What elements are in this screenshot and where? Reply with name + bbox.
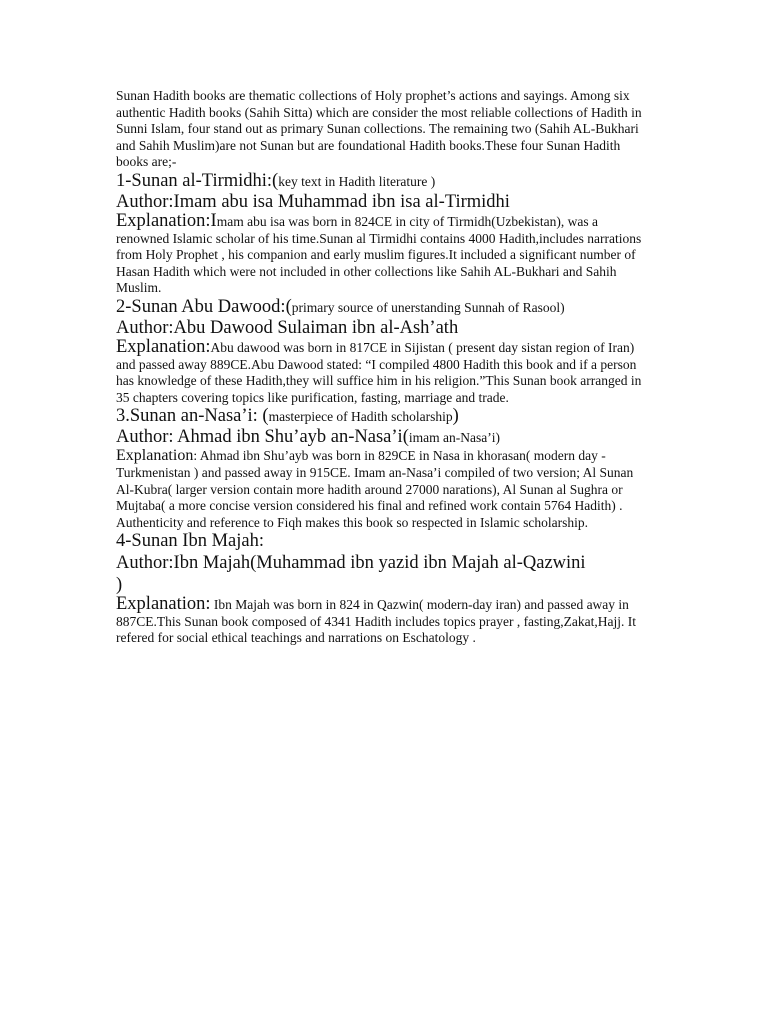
book-3-explanation-label: Explanation [116,447,194,465]
book-3-author-note: imam an-Nasa’i) [408,430,500,446]
book-1-title-text: 1-Sunan al-Tirmidhi:( [116,170,279,191]
book-3-author [116,427,652,448]
book-2-explanation [116,336,652,406]
book-3-title-close: ) [452,406,459,427]
book-3-explanation [116,448,652,531]
book-2-title-note: primary source of unerstanding Sunnah of Rasool) [291,299,565,315]
book-2-explanation-text: Abu dawood was born in 817CE in Sijistan ( present day sistan region of Iran) and passed away 889CE.Abu Dawood stated: “I compiled 4800 Hadith this book and if a person has knowledge of these Hadith,they will suffice him in his religion.”This Sunan book arranged in 35 chapters covering topics like purification, fasting, marriage and trade. [116,339,642,405]
book-4-author: Author:Ibn Majah(Muhammad ibn yazid ibn Majah al-Qazwini ) [116,553,586,596]
book-4-title: 4-Sunan Ibn Majah: [116,531,264,552]
book-1-explanation-text: mam abu isa was born in 824CE in city of Tirmidh(Uzbekistan), was a renowned Islamic scholar of his time.Sunan al Tirmidhi contains 4000 Hadith,includes narrations from Holy Prophet , his companion and early muslim figures.It included a significant number of Hasan Hadith which were not included in other collections like Sahih AL-Bukhari and Sahih Muslim. [116,213,642,296]
book-2-author: Author:Abu Dawood Sulaiman ibn al-Ash’ath [116,317,459,338]
book-4-explanation-text: Ibn Majah was born in 824 in Qazwin( modern-day iran) and passed away in 887CE.This Sunan book composed of 4341 Hadith includes topics prayer , fasting,Zakat,Hajj. It refered for social ethical teachings and narrations on Eschatology . [116,597,637,646]
book-3-author-text: Author: Ahmad ibn Shu’ayb an-Nasa’i( [116,427,409,448]
book-2-title [116,297,652,318]
document-body [116,88,652,647]
book-3-title-text: 3.Sunan an-Nasa’i: ( [116,406,269,427]
book-4-explanation-label: Explanation: [116,594,211,615]
book-3-title [116,406,652,427]
book-3-explanation-text: : Ahmad ibn Shu’ayb was born in 829CE in Nasa in khorasan( modern day - Turkmenistan ) and passed away in 915CE. Imam an-Nasa’i compiled of two version; Al Sunan Al-Kubra( larger version contain more hadith around 27000 narations), Al Sunan al Sughra or Mujtaba( a more concise version considered his final and refined work contain 5764 Hadith) . Authenticity and reference to Fiqh makes this book so respected in Islamic scholarship. [116,448,634,530]
book-1-author: Author:Imam abu isa Muhammad ibn isa al-Tirmidhi [116,191,510,212]
intro-paragraph: Sunan Hadith books are thematic collections of Holy prophet’s actions and sayings. Among six authentic Hadith books (Sahih Sitta) which are consider the most reliable collections of Hadith in Sunni Islam, four stand out as primary Sunan collections. The remaining two (Sahih AL-Bukhari and Sahih Muslim)are not Sunan but are foundational Hadith books.These four Sunan Hadith books are;- [116,88,642,170]
book-1-explanation [116,210,652,297]
book-3-title-note: masterpiece of Hadith scholarship [268,409,453,425]
book-1-explanation-label: Explanation:I [116,210,217,231]
book-2-explanation-label: Explanation: [116,336,211,357]
book-4-explanation [116,596,652,647]
book-1-title-note: key text in Hadith literature ) [278,173,436,189]
book-1-title [116,171,652,192]
book-2-title-text: 2-Sunan Abu Dawood:( [116,296,292,317]
